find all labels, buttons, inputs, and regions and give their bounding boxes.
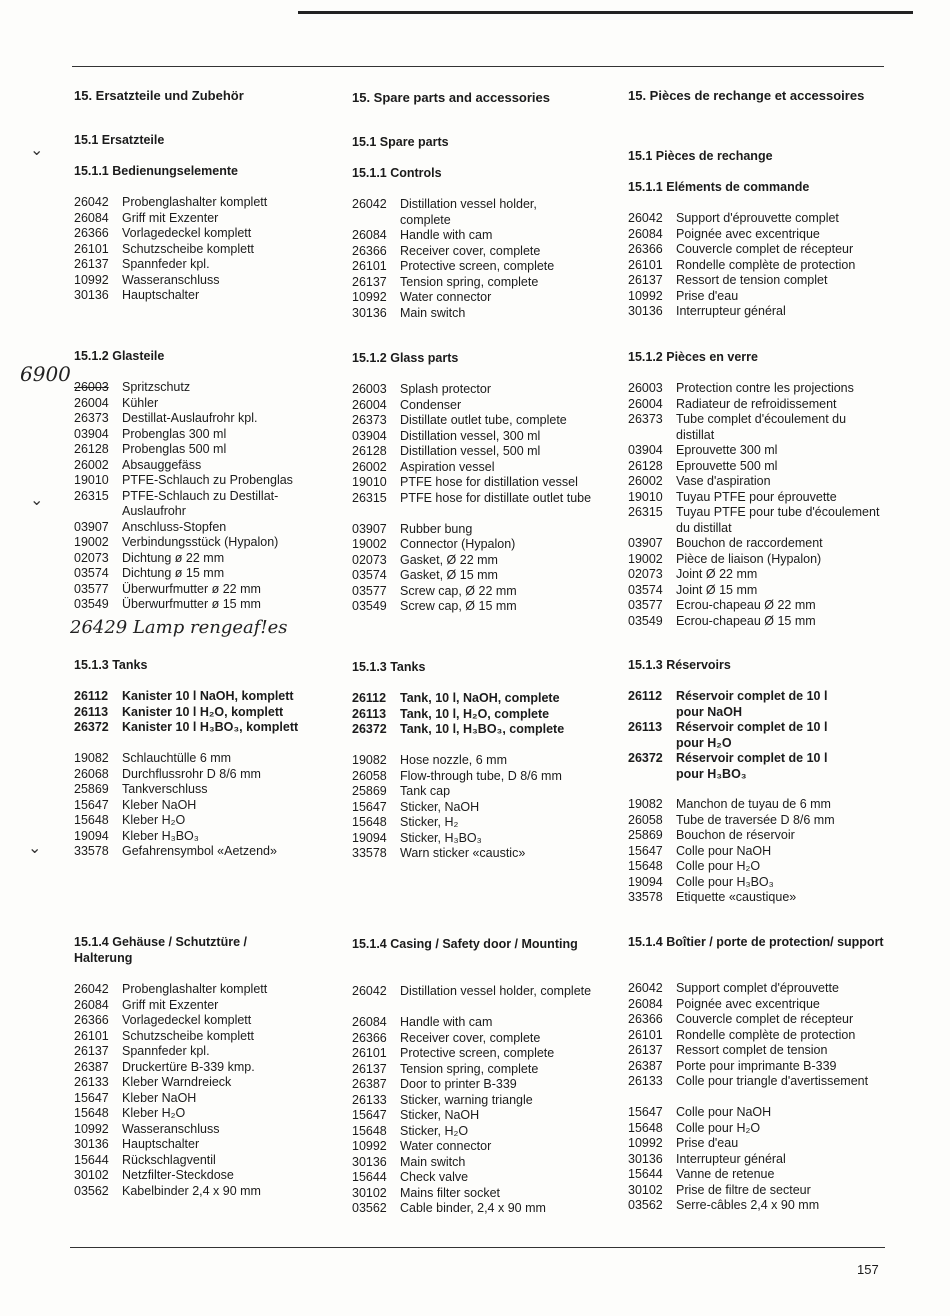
part-row: 30102 Netzfilter-Steckdose (74, 1168, 234, 1182)
part-row: 26366 Receiver cover, complete (352, 243, 541, 258)
section-heading: 15.1.3 Tanks (74, 658, 148, 672)
part-row: 26084 Griff mit Exzenter (74, 210, 219, 225)
part-row: 03549 Überwurfmutter ø 15 mm (74, 597, 261, 611)
part-row: 03562 Serre-câbles 2,4 x 90 mm (628, 1198, 820, 1212)
part-row: 15648 Sticker, H₂O (352, 1123, 469, 1138)
part-row: 26366 Receiver cover, complete (352, 1030, 541, 1045)
part-row: 26133 Sticker, warning triangle (352, 1092, 533, 1107)
part-row: 19094 Sticker, H₃BO₃ (352, 830, 482, 845)
part-row: 15647 Colle pour NaOH (628, 1105, 772, 1119)
part-row: 19082 Schlauchtülle 6 mm (74, 751, 232, 765)
part-row: 02073 Joint Ø 22 mm (628, 567, 758, 581)
part-row: 26042 Probenglashalter komplett (74, 195, 268, 209)
part-row: 26373 Destillat-Auslaufrohr kpl. (74, 411, 258, 425)
part-row: 26002 Absauggefäss (74, 457, 202, 472)
part-row: 15647 Sticker, NaOH (352, 1108, 480, 1122)
part-row: 15648 Colle pour H₂O (628, 859, 761, 873)
part-row: 15648 Kleber H₂O (74, 813, 186, 827)
part-row: 15647 Colle pour NaOH (628, 843, 772, 858)
part-row: 03549 Ecrou-chapeau Ø 15 mm (628, 613, 816, 628)
part-row: 26315 PTFE hose for distillate outlet tube (352, 490, 592, 505)
part-row: 25869 Tankverschluss (74, 782, 208, 796)
part-row: 03907 Rubber bung (352, 521, 473, 536)
section-title: 15. Ersatzteile und Zubehör (74, 88, 244, 103)
part-row: 15647 Kleber NaOH (74, 1090, 197, 1105)
part-row: 26366 Couvercle complet de récepteur (628, 242, 854, 256)
part-row: 02073 Gasket, Ø 22 mm (352, 552, 498, 567)
part-row: 26137 Tension spring, complete (352, 274, 539, 289)
part-row: 26137 Spannfeder kpl. (74, 1044, 210, 1058)
part-row: 26387 Druckertüre B-339 kmp. (74, 1059, 255, 1074)
part-row: 15644 Rückschlagventil (74, 1152, 216, 1167)
part-row: 10992 Prise d'eau (628, 1136, 739, 1150)
part-row: 26133 Colle pour triangle d'avertissement (628, 1074, 869, 1088)
part-row: 26042 Support complet d'éprouvette (628, 981, 839, 995)
part-row: 30136 Interrupteur général (628, 304, 786, 318)
part-row: 30136 Main switch (352, 305, 466, 320)
part-row: 03574 Dichtung ø 15 mm (74, 566, 225, 580)
part-row: 30102 Mains filter socket (352, 1185, 501, 1200)
part-row: 03574 Gasket, Ø 15 mm (352, 568, 498, 582)
part-row: 26003 Splash protector (352, 382, 492, 396)
section-heading: 15.1.2 Glasteile (74, 349, 165, 363)
part-row: 26133 Kleber Warndreieck (74, 1075, 232, 1089)
part-row: 26113 Kanister 10 l H₂O, komplett (74, 704, 284, 719)
part-row: 26084 Poignée avec excentrique (628, 996, 820, 1011)
part-row: 19010 Tuyau PTFE pour éprouvette (628, 489, 837, 504)
part-row: 30102 Prise de filtre de secteur (628, 1182, 811, 1197)
handwritten-note-6900: 6900 (20, 362, 71, 386)
part-row: 33578 Warn sticker «caustic» (352, 846, 526, 860)
part-row: 26387 Porte pour imprimante B-339 (628, 1058, 837, 1073)
part-row: 26101 Rondelle complète de protection (628, 257, 856, 272)
part-row: 03577 Screw cap, Ø 22 mm (352, 583, 517, 598)
part-row: 26366 Couvercle complet de récepteur (628, 1012, 854, 1026)
part-row: 15647 Sticker, NaOH (352, 799, 480, 814)
part-row: 03574 Joint Ø 15 mm (628, 582, 758, 597)
part-row: 26002 Aspiration vessel (352, 459, 495, 474)
section-heading: 15.1.3 Réservoirs (628, 658, 731, 672)
part-row: 15644 Check valve (352, 1170, 469, 1184)
part-row: 33578 Gefahrensymbol «Aetzend» (74, 844, 277, 858)
part-row: 03562 Cable binder, 2,4 x 90 mm (352, 1201, 546, 1215)
part-row: 26068 Durchflussrohr D 8/6 mm (74, 766, 261, 781)
part-row: 26372 Kanister 10 l H₃BO₃, komplett (74, 720, 299, 734)
part-row: 26004 Condenser (352, 397, 462, 412)
part-row: 26373 Tube complet d'écoulement du distillat (628, 412, 847, 442)
part-row: 26315 Tuyau PTFE pour tube d'écoulement du distillat (628, 505, 880, 535)
part-row: 03904 Distillation vessel, 300 ml (352, 428, 541, 443)
part-row: 19002 Pièce de liaison (Hypalon) (628, 551, 822, 566)
part-row: 26003 Protection contre les projections (628, 381, 854, 395)
part-row: 03907 Bouchon de raccordement (628, 536, 823, 550)
part-row: 25869 Tank cap (352, 784, 451, 798)
part-row: 26112 Réservoir complet de 10 l pour NaOH (628, 689, 828, 719)
part-row: 10992 Wasseranschluss (74, 272, 220, 287)
section-heading: 15.1 Spare parts (352, 135, 449, 149)
part-row: 26315 PTFE-Schlauch zu Destillat-Auslaufrohr (74, 488, 279, 518)
part-row: 26137 Tension spring, complete (352, 1061, 539, 1076)
part-row: 26101 Protective screen, complete (352, 1046, 555, 1060)
part-row: 30136 Main switch (352, 1154, 466, 1169)
part-row: 26084 Poignée avec excentrique (628, 226, 820, 241)
part-row: 26004 Kühler (74, 395, 159, 410)
part-row: 26366 Vorlagedeckel komplett (74, 1013, 252, 1027)
section-heading: 15.1.1 Eléments de commande (628, 180, 810, 194)
section-heading: 15.1.1 Controls (352, 166, 442, 180)
footer-rule (70, 1247, 885, 1248)
part-row: 03562 Kabelbinder 2,4 x 90 mm (74, 1183, 261, 1198)
part-row: 03577 Überwurfmutter ø 22 mm (74, 581, 261, 596)
part-row: 26128 Probenglas 500 ml (74, 442, 227, 456)
part-row: 19094 Kleber H₃BO₃ (74, 828, 199, 843)
part-row: 03904 Eprouvette 300 ml (628, 443, 778, 457)
column-french (628, 0, 893, 1240)
part-row: 26137 Ressort de tension complet (628, 273, 828, 287)
part-row: 26113 Réservoir complet de 10 l pour H₂O (628, 720, 828, 750)
part-row: 26387 Door to printer B-339 (352, 1077, 517, 1091)
part-row: 10992 Water connector (352, 290, 492, 304)
part-row: 19002 Verbindungsstück (Hypalon) (74, 535, 279, 549)
margin-tick: ⌄ (30, 492, 44, 509)
part-row: 19010 PTFE hose for distillation vessel (352, 475, 578, 489)
part-row: 26004 Radiateur de refroidissement (628, 396, 837, 411)
part-row: 26058 Tube de traversée D 8/6 mm (628, 812, 835, 827)
part-row: 02073 Dichtung ø 22 mm (74, 550, 225, 565)
part-row: 26112 Tank, 10 l, NaOH, complete (352, 691, 560, 705)
margin-tick: ⌄ (30, 142, 44, 159)
part-row: 10992 Water connector (352, 1139, 492, 1153)
part-row: 26101 Protective screen, complete (352, 259, 555, 273)
section-heading: 15.1 Pièces de rechange (628, 149, 773, 163)
part-row: 19082 Manchon de tuyau de 6 mm (628, 797, 831, 811)
part-row: 26042 Probenglashalter komplett (74, 982, 268, 996)
part-row: 26366 Vorlagedeckel komplett (74, 226, 252, 240)
part-row: 03907 Anschluss-Stopfen (74, 519, 227, 534)
part-row: 26003 Spritzschutz (74, 380, 191, 394)
part-row: 26042 Distillation vessel holder, complete (352, 197, 537, 227)
part-row: 26372 Réservoir complet de 10 l pour H₃BO₃ (628, 751, 828, 781)
part-row: 19002 Connector (Hypalon) (352, 537, 516, 551)
part-row: 26101 Rondelle complète de protection (628, 1027, 856, 1042)
part-row: 33578 Etiquette «caustique» (628, 890, 797, 904)
part-row: 19010 PTFE-Schlauch zu Probenglas (74, 473, 293, 487)
section-heading: 15.1.4 Gehäuse / Schutztüre / Halterung (74, 935, 247, 965)
part-row: 26137 Spannfeder kpl. (74, 257, 210, 271)
part-row: 30136 Hauptschalter (74, 288, 200, 302)
part-row: 26101 Schutzscheibe komplett (74, 1028, 255, 1043)
section-heading: 15.1.3 Tanks (352, 660, 426, 674)
section-heading: 15.1.1 Bedienungselemente (74, 164, 238, 178)
part-row: 26084 Handle with cam (352, 1015, 493, 1029)
column-english (352, 0, 617, 1240)
part-row: 15648 Sticker, H₂ (352, 815, 459, 829)
section-title: 15. Spare parts and accessories (352, 90, 551, 105)
section-heading: 15.1.2 Glass parts (352, 351, 459, 365)
part-row: 03549 Screw cap, Ø 15 mm (352, 599, 517, 613)
handwritten-note-lamp: 26429 Lamp rengeaf!es (70, 617, 288, 638)
margin-tick: ⌄ (28, 840, 42, 857)
part-row: 15644 Vanne de retenue (628, 1167, 775, 1181)
part-row: 26373 Distillate outlet tube, complete (352, 413, 567, 427)
section-heading: 15.1 Ersatzteile (74, 133, 165, 147)
page-number: 157 (857, 1262, 879, 1277)
part-row: 15647 Kleber NaOH (74, 797, 197, 812)
part-row: 25869 Bouchon de réservoir (628, 828, 795, 842)
part-row: 03904 Probenglas 300 ml (74, 426, 227, 441)
part-row: 26042 Distillation vessel holder, complete (352, 984, 592, 998)
part-row: 26137 Ressort complet de tension (628, 1043, 828, 1057)
part-row: 26058 Flow-through tube, D 8/6 mm (352, 768, 562, 783)
part-row: 26112 Kanister 10 l NaOH, komplett (74, 689, 294, 703)
section-heading: 15.1.4 Casing / Safety door / Mounting (352, 937, 578, 951)
section-heading: 15.1.2 Pièces en verre (628, 350, 758, 364)
part-row: 26002 Vase d'aspiration (628, 474, 771, 488)
part-row: 30136 Interrupteur général (628, 1151, 786, 1166)
part-row: 10992 Wasseranschluss (74, 1121, 220, 1136)
part-row: 15648 Kleber H₂O (74, 1106, 186, 1120)
part-row: 26128 Distillation vessel, 500 ml (352, 444, 541, 458)
column-german (74, 0, 339, 1240)
part-row: 26084 Griff mit Exzenter (74, 997, 219, 1012)
part-row: 26042 Support d'éprouvette complet (628, 211, 839, 225)
part-row: 15648 Colle pour H₂O (628, 1120, 761, 1135)
part-row: 26113 Tank, 10 l, H₂O, complete (352, 706, 550, 721)
part-row: 26101 Schutzscheibe komplett (74, 241, 255, 256)
part-row: 19094 Colle pour H₃BO₃ (628, 874, 774, 889)
part-row: 19082 Hose nozzle, 6 mm (352, 753, 507, 767)
part-row: 26372 Tank, 10 l, H₃BO₃, complete (352, 722, 565, 736)
part-row: 26084 Handle with cam (352, 228, 493, 242)
section-heading: 15.1.4 Boîtier / porte de protection/ support (628, 935, 884, 949)
section-title: 15. Pièces de rechange et accessoires (628, 88, 865, 103)
part-row: 10992 Prise d'eau (628, 288, 739, 303)
part-row: 03577 Ecrou-chapeau Ø 22 mm (628, 598, 816, 612)
part-row: 26128 Eprouvette 500 ml (628, 458, 778, 473)
part-row: 30136 Hauptschalter (74, 1137, 200, 1151)
